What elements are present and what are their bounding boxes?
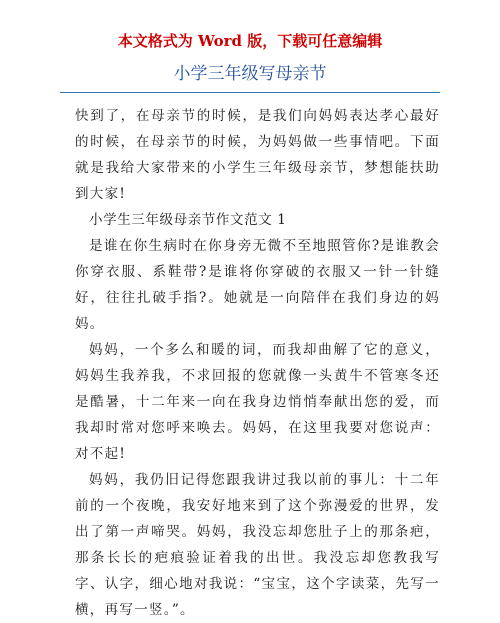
body-paragraph: 是谁在你生病时在你身旁无微不至地照管你?是谁教会你穿衣服、系鞋带?是谁将你穿破的衣服又一针一针缝好，往往扎破手指?。她就是一向陪伴在我们身边的妈妈。: [75, 238, 440, 332]
section-heading: 小学生三年级母亲节作文范文 1: [89, 212, 287, 228]
document-title: 小学三年级写母亲节: [60, 62, 440, 93]
body-paragraph: 妈妈，我仍旧记得您跟我讲过我以前的事儿：十二年前的一个夜晚，我安好地来到了这个弥漫爱的世界，发出了第一声啼哭。妈妈，我没忘却您肚子上的那条疤，那条长长的疤痕验证着我的出世。我没忘却您教我写字、认字，细心地对我说：“宝宝，这个字读菜，先写一横，再写一竖。”。: [75, 472, 440, 618]
intro-paragraph: 快到了，在母亲节的时候，是我们向妈妈表达孝心最好的时候，在母亲节的时候，为妈妈做一些事情吧。下面就是我给大家带来的小学生三年级母亲节，梦想能扶助到大家!: [75, 108, 440, 202]
download-banner: 本文格式为 Word 版，下载可任意编辑: [117, 32, 383, 50]
body-paragraph: 妈妈，一个多么和暖的词，而我却曲解了它的意义，妈妈生我养我，不求回报的您就像一头黄牛不管寒冬还是酷暑，十二年来一向在我身边悄悄奉献出您的爱，而我却时常对您呼来唤去。妈妈，在这里我要对您说声：对不起!: [75, 342, 440, 462]
